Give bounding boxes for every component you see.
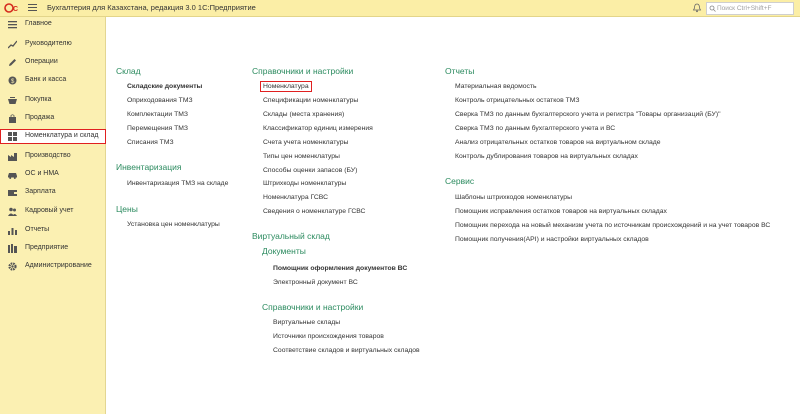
sidebar-item-label: Продажа: [25, 114, 55, 121]
section-title-virtual-warehouse: Виртуальный склад: [252, 231, 330, 241]
bar-chart-icon: [8, 226, 17, 235]
link-migration-assistant[interactable]: Помощник перехода на новый механизм учета по источникам происхождений и на учет товаров ВС: [455, 222, 771, 229]
link-origin-sources[interactable]: Источники происхождения товаров: [273, 333, 384, 340]
sidebar-item-label: Зарплата: [25, 188, 56, 195]
section-title-reports: Отчеты: [445, 66, 475, 76]
menu-lines-icon: [8, 20, 17, 29]
grid-icon: [8, 132, 17, 141]
sidebar-item-label: Покупка: [25, 96, 52, 103]
link-virtual-warehouses[interactable]: Виртуальные склады: [273, 319, 341, 326]
sidebar-item-reports[interactable]: [0, 223, 106, 238]
link-receipts[interactable]: Оприходования ТМЗ: [127, 97, 193, 104]
link-kitting[interactable]: Комплектации ТМЗ: [127, 111, 188, 118]
sidebar-item-label: Отчеты: [25, 226, 50, 233]
subsection-title-vw-references: Справочники и настройки: [262, 302, 364, 312]
sidebar-item-main[interactable]: [0, 17, 106, 32]
link-vw-electronic-doc[interactable]: Электронный документ ВС: [273, 279, 358, 286]
sidebar-item-label: Операции: [25, 58, 58, 65]
people-icon: [8, 207, 17, 216]
link-barcodes[interactable]: Штрихкоды номенклатуры: [263, 180, 347, 187]
link-transfers[interactable]: Перемещения ТМЗ: [127, 125, 189, 132]
svg-text:C: C: [13, 6, 19, 13]
sidebar-item-label: Производство: [25, 152, 71, 159]
link-barcode-templates[interactable]: Шаблоны штрихкодов номенклатуры: [455, 194, 572, 201]
link-fix-balances-assistant[interactable]: Помощник исправления остатков товаров на виртуальных складах: [455, 208, 667, 215]
sidebar-item-salary[interactable]: [0, 185, 106, 200]
sidebar-item-nomenclature-warehouse[interactable]: [0, 129, 106, 144]
subsection-title-documents: Документы: [262, 246, 306, 256]
sidebar-item-bank[interactable]: [0, 73, 106, 88]
coin-icon: [8, 76, 17, 85]
gear-icon: [8, 262, 17, 271]
sidebar-item-director[interactable]: [0, 37, 106, 52]
sidebar-item-production[interactable]: [0, 149, 106, 164]
bell-icon[interactable]: [692, 3, 702, 13]
link-nomenclature-gsvs-info[interactable]: Сведения о номенклатуре ГСВС: [263, 208, 366, 215]
svg-text:$: $: [11, 79, 15, 85]
sidebar-item-operations[interactable]: [0, 55, 106, 70]
search-box[interactable]: [706, 2, 794, 15]
link-material-statement[interactable]: Материальная ведомость: [455, 83, 537, 90]
link-specifications[interactable]: Спецификации номенклатуры: [263, 97, 359, 104]
car-icon: [8, 170, 17, 179]
link-inventory[interactable]: Инвентаризация ТМЗ на складе: [127, 180, 229, 187]
sidebar-item-label: Номенклатура и склад: [25, 132, 99, 139]
sidebar-item-administration[interactable]: [0, 259, 106, 274]
link-reconcile-register[interactable]: Сверка ТМЗ по данным бухгалтерского учета и регистра "Товары организаций (БУ)": [455, 111, 721, 118]
section-title-references: Справочники и настройки: [252, 66, 354, 76]
section-title-prices: Цены: [116, 204, 138, 214]
link-set-prices[interactable]: Установка цен номенклатуры: [127, 221, 220, 228]
link-duplicates-control[interactable]: Контроль дублирования товаров на виртуальных складах: [455, 153, 638, 160]
link-warehouses[interactable]: Склады (места хранения): [263, 111, 345, 118]
wallet-icon: [8, 188, 17, 197]
section-title-warehouse: Склад: [116, 66, 141, 76]
sidebar-item-enterprise[interactable]: [0, 241, 106, 256]
sidebar-item-label: Предприятие: [25, 244, 69, 251]
basket-icon: [8, 96, 17, 105]
sidebar-item-purchase[interactable]: [0, 93, 106, 108]
books-icon: [8, 244, 17, 253]
section-title-inventory: Инвентаризация: [116, 162, 182, 172]
link-negative-balances[interactable]: Контроль отрицательных остатков ТМЗ: [455, 97, 580, 104]
window-title: Бухгалтерия для Казахстана, редакция 3.0 1С:Предприятие: [47, 3, 256, 12]
pencil-icon: [8, 58, 17, 67]
link-warehouse-mapping[interactable]: Соответствие складов и виртуальных складов: [273, 347, 420, 354]
sidebar-item-label: Руководителю: [25, 40, 72, 47]
title-bar: [0, 0, 800, 17]
sidebar-item-fixed-assets[interactable]: [0, 167, 106, 182]
link-valuation-methods[interactable]: Способы оценки запасов (БУ): [263, 167, 358, 174]
link-units-classifier[interactable]: Классификатор единиц измерения: [263, 125, 373, 132]
trend-chart-icon: [8, 40, 17, 49]
link-reconcile-vs[interactable]: Сверка ТМЗ по данным бухгалтерского учета и ВС: [455, 125, 616, 132]
link-warehouse-documents[interactable]: Складские документы: [127, 83, 203, 90]
link-nomenclature[interactable]: Номенклатура: [263, 83, 309, 90]
shopping-bag-icon: [8, 114, 17, 123]
sidebar-item-label: Главное: [25, 20, 52, 27]
sidebar-item-label: Кадровый учет: [25, 207, 74, 214]
search-icon: [709, 5, 716, 12]
search-input[interactable]: [717, 3, 793, 14]
sections-sidebar: [0, 17, 106, 414]
sidebar-item-hr[interactable]: [0, 204, 106, 219]
link-negative-analysis[interactable]: Анализ отрицательных остатков товаров на виртуальном складе: [455, 139, 661, 146]
link-accounts[interactable]: Счета учета номенклатуры: [263, 139, 349, 146]
link-nomenclature-gsvs[interactable]: Номенклатура ГСВС: [263, 194, 329, 201]
sidebar-item-label: Банк и касса: [25, 76, 67, 83]
sidebar-item-label: Администрирование: [25, 262, 92, 269]
factory-icon: [8, 152, 17, 161]
sidebar-item-sales[interactable]: [0, 111, 106, 126]
link-api-assistant[interactable]: Помощник получения(API) и настройки виртуальных складов: [455, 236, 649, 243]
link-write-offs[interactable]: Списания ТМЗ: [127, 139, 174, 146]
main-menu-icon[interactable]: [28, 4, 37, 12]
sidebar-item-label: ОС и НМА: [25, 170, 59, 177]
link-vw-doc-assistant[interactable]: Помощник оформления документов ВС: [273, 265, 408, 272]
link-price-types[interactable]: Типы цен номенклатуры: [263, 153, 340, 160]
1c-logo-icon[interactable]: [4, 3, 20, 13]
section-title-service: Сервис: [445, 176, 475, 186]
